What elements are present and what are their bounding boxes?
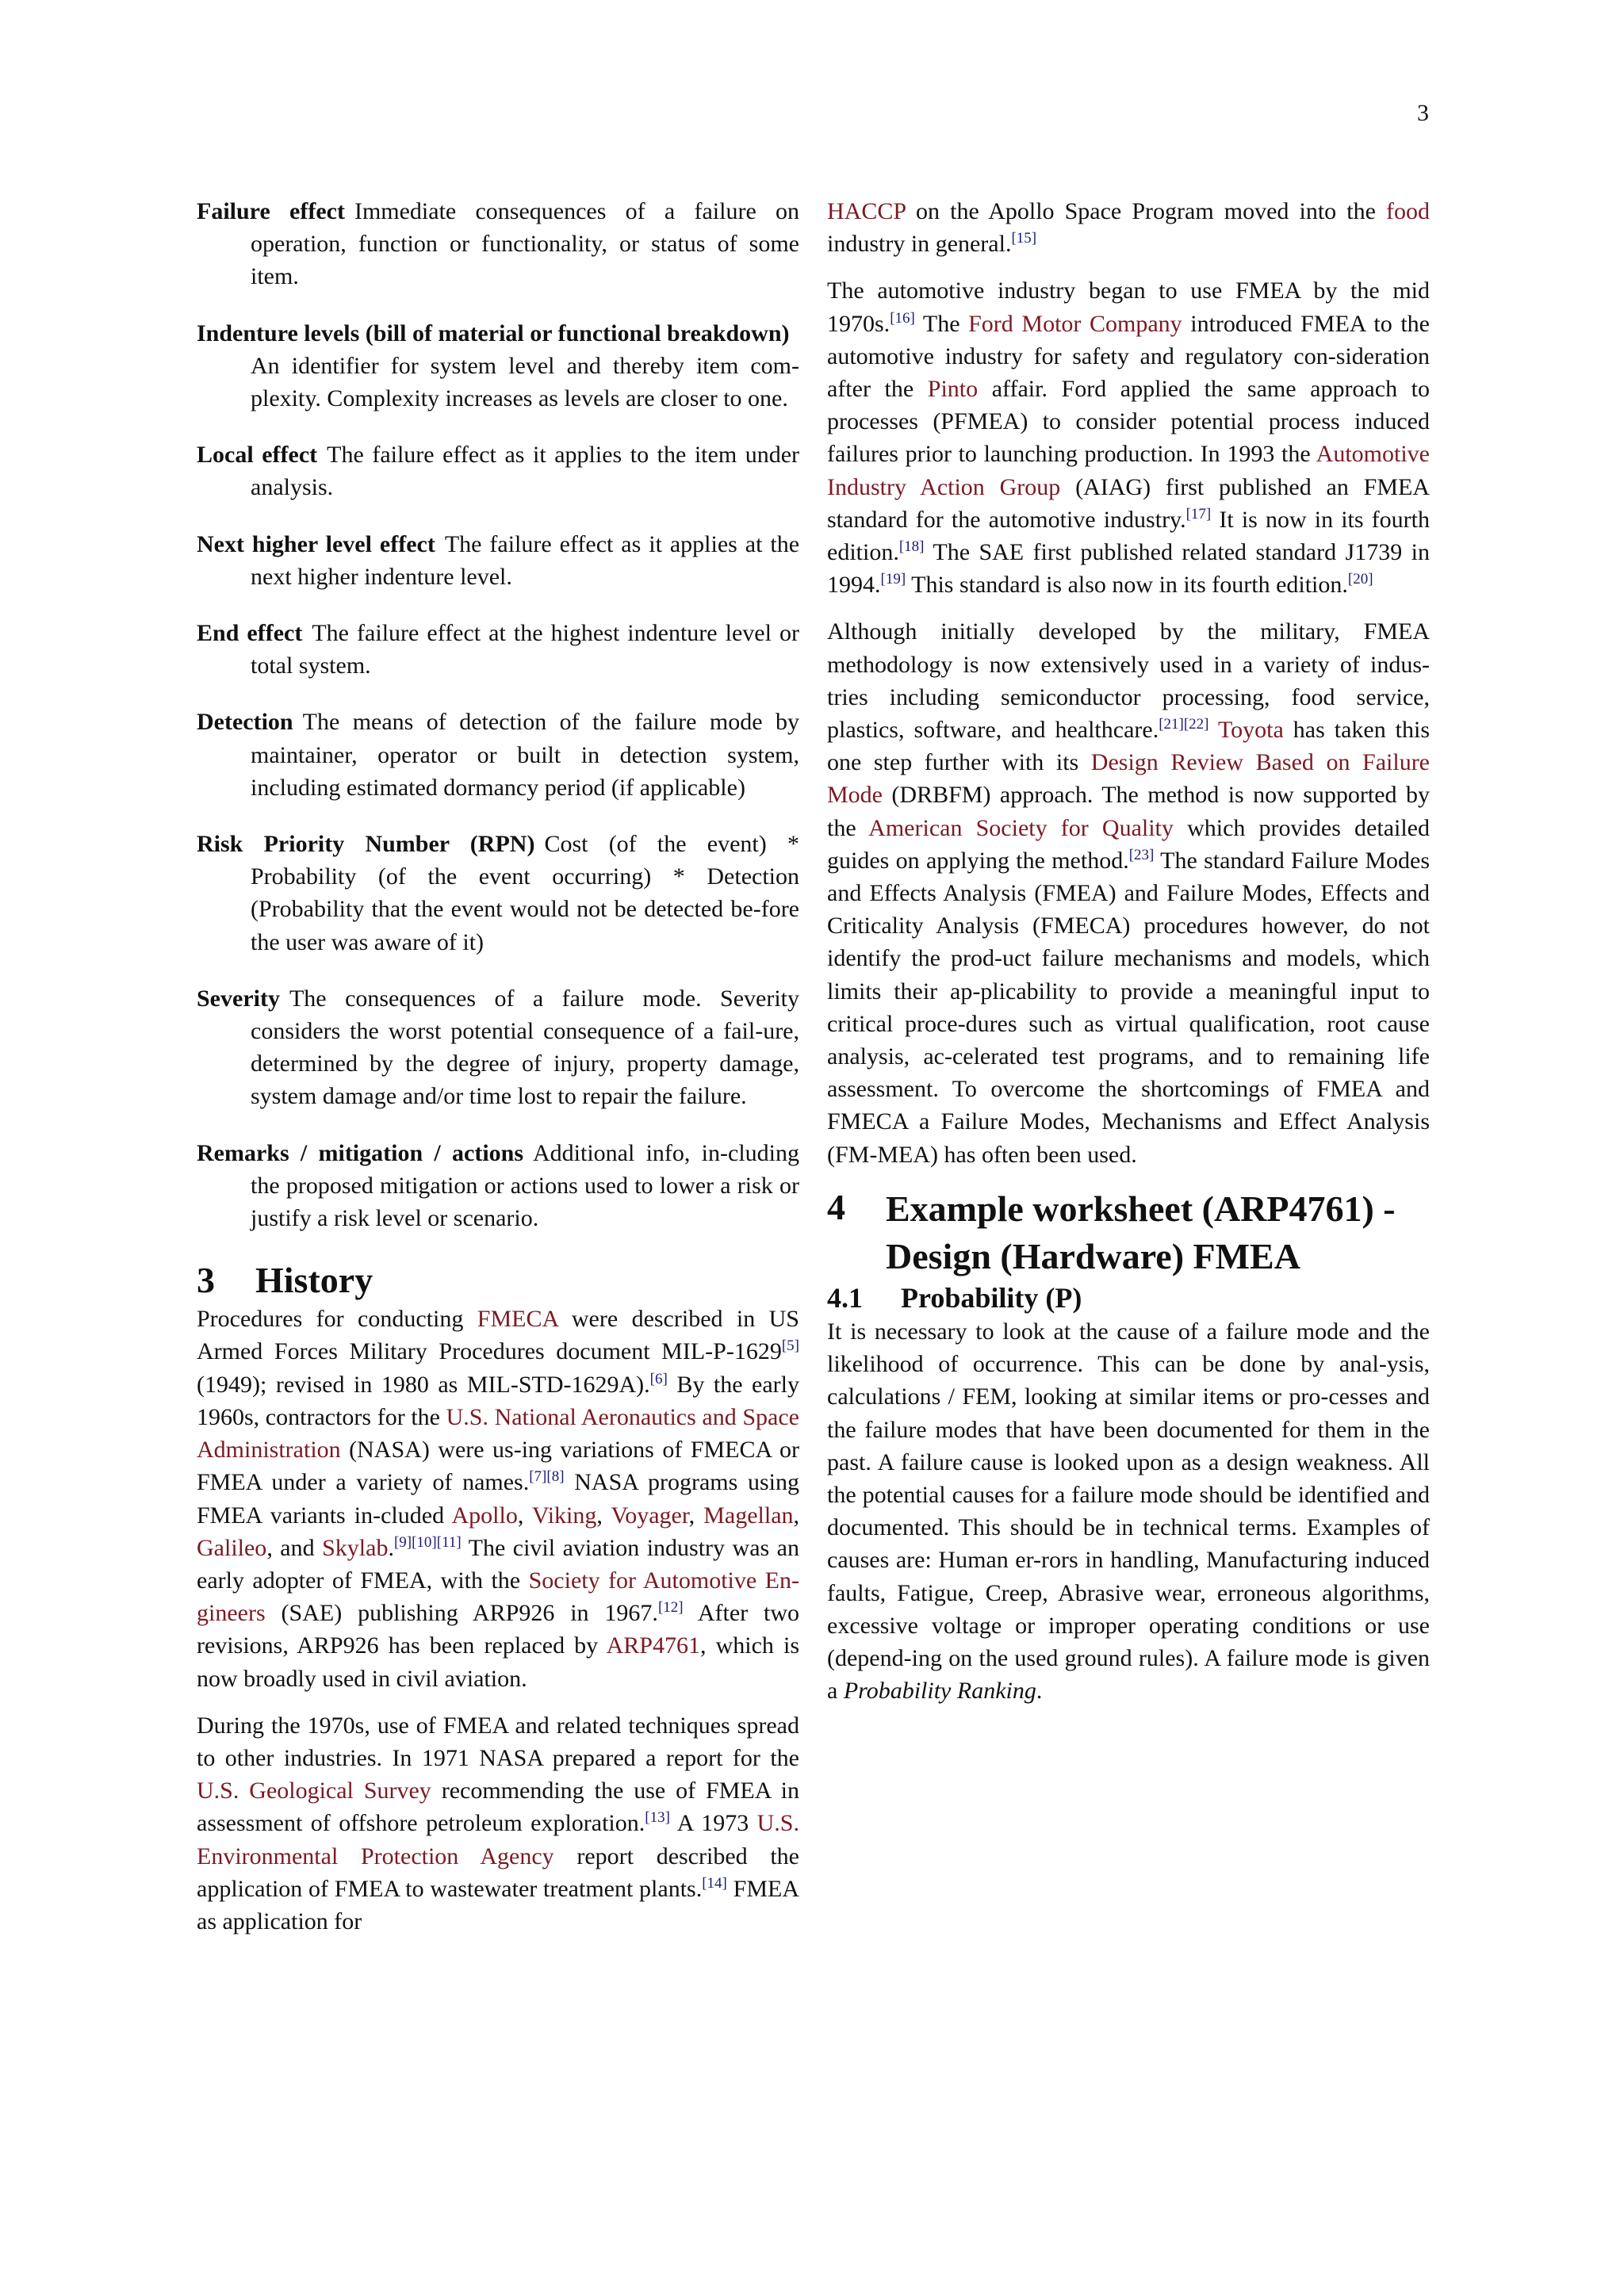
definition-list [197,195,799,1234]
link-aiag[interactable]: Automotive Industry Action Group [827,441,1430,500]
definition-local-effect [197,438,799,503]
definition-text: The means of detection of the failure mode by maintainer, operator or built in detection system, including estimated dormancy period (if applicable) [251,709,799,801]
definition-term: Risk Priority Number (RPN) [197,831,535,858]
history-paragraph-5: Although initially developed by the military, FMEA methodology is now extensively used in a variety of indus-tries including semiconductor processing, food service, plastics, software, and healthcare.[21][22] Toyota has taken this one step further with its Design Review Based on Failure Mode (DRBFM) approach. The method is now supported by the American Society for Quality which provides detailed guides on applying the method.[23] The standard Failure Modes and Effects Analysis (FMEA) and Failure Modes, Effects and Criticality Analysis (FMECA) procedures however, do not identify the prod-uct failure mechanisms and models, which limits their ap-plicability to provide a meaningful input to critical proce-dures such as virtual qualification, root cause analysis, ac-celerated test programs, and to remaining life assessment. To overcome the shortcomings of FMEA and FMECA a Failure Modes, Mechanisms and Effect Analysis (FM-MEA) has often been used. [827,618,1431,1168]
history-paragraph-2: During the 1970s, use of FMEA and related techniques spread to other industries. In 1971 NASA prepared a report for the U.S. Geological Survey recommending the use of FMEA in assessment of offshore petroleum exploration.[13] A 1973 U.S. Environmental Protection Agency report described the application of FMEA to wastewater treatment plants.[14] FMEA as application for [197,1712,799,1934]
subsection-heading-probability [827,1280,1430,1315]
definition-end-effect [197,617,799,682]
citation[interactable]: [14] [702,1874,727,1892]
link-haccp[interactable]: HACCP [827,198,906,224]
definition-term: Detection [197,709,293,736]
definition-next-higher-level-effect [197,528,799,593]
page-number: 3 [1417,100,1429,126]
definition-term: Local effect [197,442,318,469]
definition-severity [197,982,799,1113]
emphasis-probability-ranking: Probability Ranking [843,1678,1036,1705]
citation[interactable]: [6] [649,1370,668,1387]
link-skylab[interactable]: Skylab [322,1534,389,1561]
definition-term: Remarks / mitigation / actions [197,1139,524,1166]
citation[interactable]: [5] [781,1337,799,1355]
link-food[interactable]: food [1386,198,1430,224]
section-heading-history [197,1258,799,1303]
definition-text: Additional info, in-cluding the proposed mitigation or actions used to lower a risk or justify a risk level or scenario. [251,1139,799,1232]
definition-indenture-levels [197,317,799,415]
citation[interactable]: [19] [880,571,906,588]
definition-text: The failure effect as it applies at the next higher indenture level. [251,530,800,590]
definition-text: Cost (of the event) * Probability (of the event occurring) * Detection (Probability that the event would not be detected be-fore the user was aware of it) [251,831,799,955]
history-paragraph-4: The automotive industry began to use FMEA by the mid 1970s.[16] The Ford Motor Company introduced FMEA to the automotive industry for safety and regulatory con-sideration after the Pinto affair. Ford applied the same approach to processes (PFMEA) to consider potential process induced failures prior to launching production. In 1993 the Automotive Industry Action Group (AIAG) first published an FMEA standard for the automotive industry.[17] It is now in its fourth edition.[18] The SAE first published related standard J1739 in 1994.[19] This standard is also now in its fourth edition.[20] [827,277,1430,599]
section-number: 3 [197,1260,215,1301]
definition-rpn [197,828,799,959]
link-apollo[interactable]: Apollo [451,1502,518,1529]
definition-text: Immediate consequences of a failure on operation, function or functionality, or status of some item. [251,198,800,290]
section-heading-example-worksheet [827,1185,1430,1280]
left-column [197,195,799,1952]
definition-text: The failure effect as it applies to the item under analysis. [251,442,800,501]
definition-term: Failure effect [197,198,345,224]
citation[interactable]: [22] [1183,716,1209,733]
citation[interactable]: [21] [1159,716,1184,733]
definition-detection [197,706,799,804]
definition-term: Next higher level effect [197,530,435,557]
citation[interactable]: [20] [1347,571,1373,588]
citation[interactable]: [18] [898,538,925,556]
citation[interactable]: [12] [657,1599,684,1617]
probability-paragraph: It is necessary to look at the cause of a failure mode and the likelihood of occurrence. This can be done by anal-ysis, calculations / FEM, looking at similar items or pro-cesses and the failure modes that have been documented for them in the past. A failure cause is looked upon as a design weakness. All the potential causes for a failure mode should be identified and documented. This should be in technical terms. Examples of causes are: Human er-rors in handling, Manufacturing induced faults, Fatigue, Creep, Abrasive wear, erroneous algorithms, excessive voltage or improper operating conditions or use (depend-ing on the used ground rules). A failure mode is given a Probability Ranking. [827,1318,1430,1705]
section-title: History [255,1260,373,1301]
link-arp4761[interactable]: ARP4761 [606,1632,700,1659]
section-title: Example worksheet (ARP4761) - Design (Hardware) FMEA [886,1188,1396,1276]
citation[interactable]: [10] [412,1533,437,1551]
link-asq[interactable]: American Society for Quality [868,814,1174,841]
citation[interactable]: [7] [529,1468,547,1486]
section-number: 4 [827,1186,845,1227]
definition-failure-effect [197,195,799,293]
definition-term: End effect [197,620,303,647]
definition-term: Indenture levels (bill of material or functional breakdown) [197,320,790,346]
citation[interactable]: [11] [436,1533,462,1551]
link-magellan[interactable]: Magellan [703,1502,794,1529]
citation[interactable]: [23] [1128,846,1155,863]
citation[interactable]: [15] [1011,230,1037,247]
link-pinto[interactable]: Pinto [927,376,979,403]
link-toyota[interactable]: Toyota [1217,717,1284,744]
definition-text: The failure effect at the highest indenture level or total system. [251,620,800,679]
definition-remarks [197,1137,799,1235]
link-usgs[interactable]: U.S. Geological Survey [197,1777,431,1804]
history-paragraph-1: Procedures for conducting FMECA were described in US Armed Forces Military Procedures document MIL-P-1629[5] (1949); revised in 1980 as MIL-STD-1629A).[6] By the early 1960s, contractors for the U.S. National Aeronautics and Space Administration (NASA) were us-ing variations of FMECA or FMEA under a variety of names.[7][8] NASA programs using FMEA variants in-cluded Apollo, Viking, Voyager, Magellan, Galileo, and Skylab.[9][10][11] The civil aviation industry was an early adopter of FMEA, with the Society for Automotive En-gineers (SAE) publishing ARP926 in 1967.[12] After two revisions, ARP926 has been replaced by ARP4761, which is now broadly used in civil aviation. [197,1306,800,1692]
right-column [827,195,1430,1721]
link-fmeca[interactable]: FMECA [477,1306,558,1333]
definition-text: The consequences of a failure mode. Severity considers the worst potential consequence of a fail-ure, determined by the degree of injury, property damage, system damage and/or time lost to repair the failure. [251,985,799,1110]
link-ford[interactable]: Ford Motor Company [968,310,1182,337]
subsection-number: 4.1 [827,1281,863,1314]
link-galileo[interactable]: Galileo [197,1534,267,1561]
link-sae[interactable]: Society for Automotive En-gineers [197,1567,799,1627]
citation[interactable]: [13] [645,1809,670,1827]
definition-term: Severity [197,985,280,1012]
definition-text: An identifier for system level and thereby item com-plexity. Complexity increases as levels are closer to one. [251,352,799,412]
link-epa[interactable]: U.S. Environmental Protection Agency [197,1810,799,1869]
citation[interactable]: [17] [1185,505,1212,522]
citation[interactable]: [9] [393,1533,412,1551]
link-nasa[interactable]: U.S. National Aeronautics and Space Administration [197,1403,799,1464]
history-paragraph-3: HACCP on the Apollo Space Program moved into the food industry in general.[15] [827,198,1430,258]
citation[interactable]: [16] [890,309,915,327]
link-voyager[interactable]: Voyager [611,1502,689,1529]
link-drbfm[interactable]: Design Review Based on Failure Mode [827,749,1430,809]
citation[interactable]: [8] [546,1468,565,1486]
subsection-title: Probability (P) [901,1281,1082,1314]
link-viking[interactable]: Viking [531,1502,597,1529]
